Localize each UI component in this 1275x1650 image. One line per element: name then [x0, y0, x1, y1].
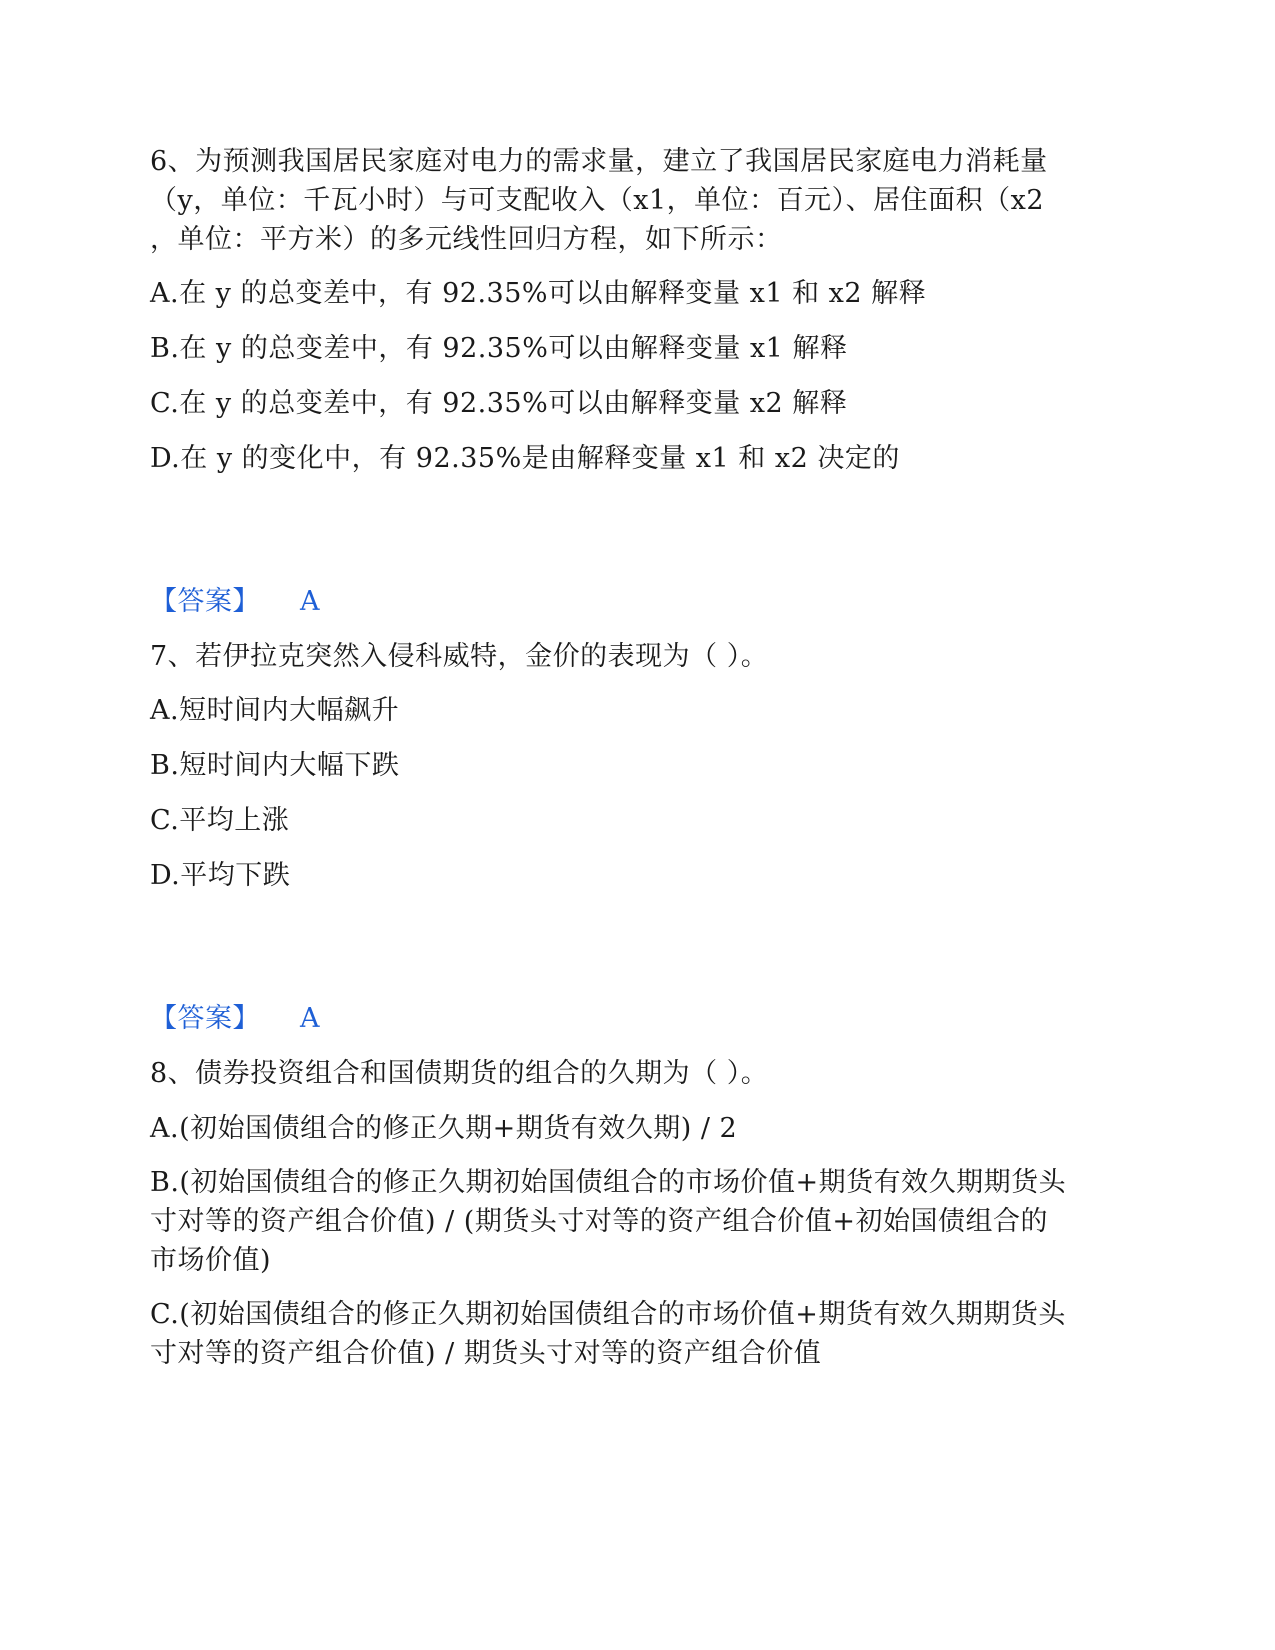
q6-stem-line-1: 6、为预测我国居民家庭对电力的需求量，建立了我国居民家庭电力消耗量: [150, 146, 1048, 177]
q8-stem-line-1: 8、债券投资组合和国债期货的组合的久期为（ ）。: [150, 1058, 769, 1089]
q7-option-d: D.平均下跌: [150, 860, 291, 891]
q7-answer: [150, 999, 1130, 1039]
q6-option-d: D.在 y 的变化中，有 92.35%是由解释变量 x1 和 x2 决定的: [150, 443, 900, 474]
q8-option-b-line-3: 市场价值): [150, 1245, 272, 1276]
q6-stem-line-2: （y，单位：千瓦小时）与可支配收入（x1，单位：百元）、居住面积（x2: [150, 185, 1045, 216]
q7-stem-line-1: 7、若伊拉克突然入侵科威特，金价的表现为（ ）。: [150, 641, 769, 672]
q8-option-c-line-2: 寸对等的资产组合价值) / 期货头寸对等的资产组合价值: [150, 1338, 822, 1369]
q7-option-b: B.短时间内大幅下跌: [150, 750, 400, 781]
q6-option-b: B.在 y 的总变差中，有 92.35%可以由解释变量 x1 解释: [150, 333, 848, 364]
q7-answer-value: A: [300, 1003, 320, 1034]
q8-option-c-line-1: C.(初始国债组合的修正久期初始国债组合的市场价值+期货有效久期期货头: [150, 1299, 1066, 1330]
q7-option-c: C.平均上涨: [150, 805, 290, 836]
q8-option-a: A.(初始国债组合的修正久期+期货有效久期) / 2: [150, 1113, 738, 1144]
q6-option-a: A.在 y 的总变差中，有 92.35%可以由解释变量 x1 和 x2 解释: [150, 278, 927, 309]
q7-answer-label: 【答案】: [150, 1003, 260, 1034]
q7-option-a: A.短时间内大幅飙升: [150, 695, 400, 726]
q8-option-b-line-2: 寸对等的资产组合价值) / (期货头寸对等的资产组合价值+初始国债组合的: [150, 1206, 1048, 1237]
q6-option-c: C.在 y 的总变差中，有 92.35%可以由解释变量 x2 解释: [150, 388, 848, 419]
q6-answer-label: 【答案】: [150, 586, 260, 617]
q6-stem-line-3: ，单位：平方米）的多元线性回归方程，如下所示：: [150, 224, 783, 255]
q6-answer-value: A: [300, 586, 320, 617]
q6-answer: [150, 582, 1130, 622]
q8-option-b-line-1: B.(初始国债组合的修正久期初始国债组合的市场价值+期货有效久期期货头: [150, 1167, 1067, 1198]
